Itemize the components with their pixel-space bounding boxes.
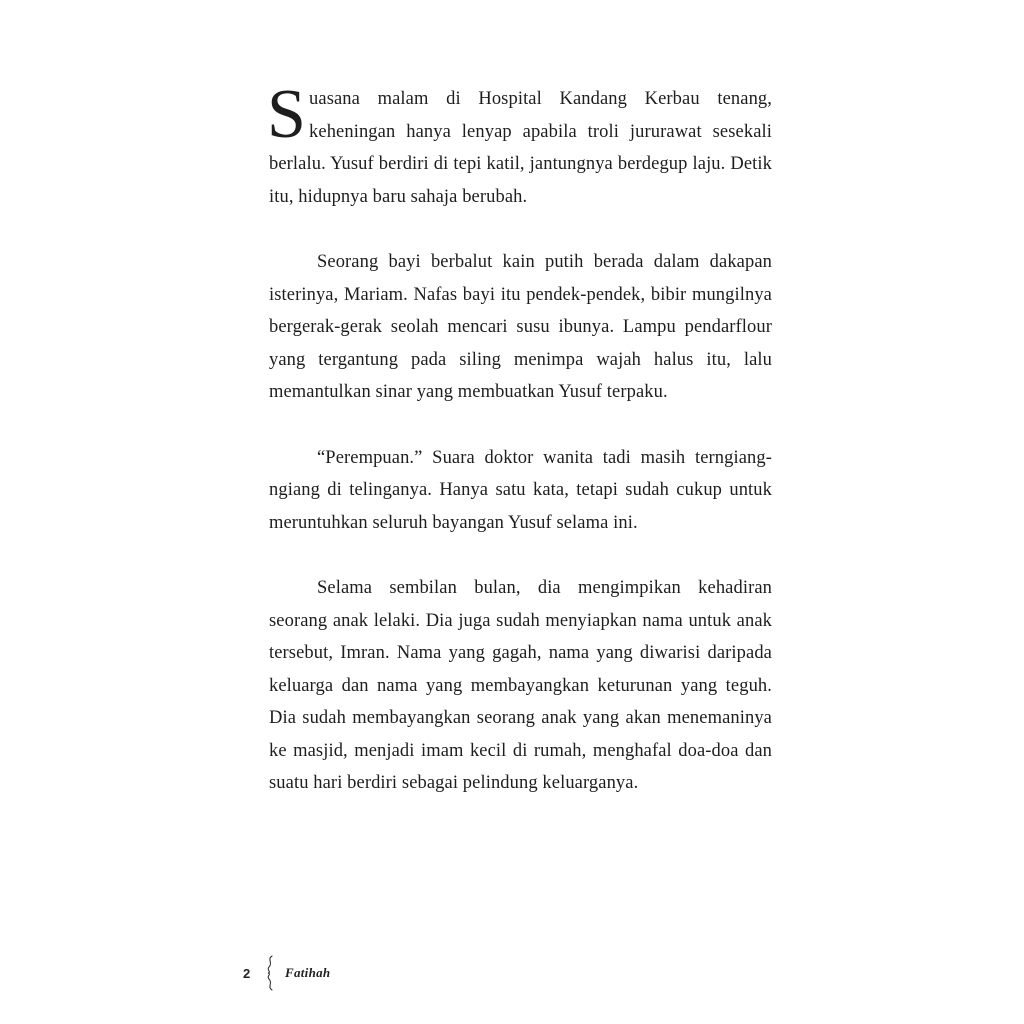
paragraph-3: “Perempuan.” Suara doktor wanita tadi masih terngiang-ngiang di telinganya. Hanya satu kata, tetapi sudah cukup untuk meruntuhkan seluruh bayangan Yusuf selama ini.: [269, 447, 772, 533]
paragraph-1-text: uasana malam di Hospital Kandang Kerbau tenang, keheningan hanya lenyap apabila troli jururawat sesekali berlalu. Yusuf berdiri di tepi katil, jantungnya berdegup laju. Detik itu, hidupnya baru sahaja berubah.: [269, 89, 772, 207]
paragraph-gap: [269, 213, 772, 246]
paragraph-gap: [269, 539, 772, 572]
body-text: [267, 76, 772, 800]
paragraph-4: Selama sembilan bulan, dia mengimpikan kehadiran seorang anak lelaki. Dia juga sudah menyiapkan nama untuk anak tersebut, Imran. Nama yang gagah, nama yang diwarisi daripada keluarga dan nama yang membayangkan keturunan yang teguh. Dia sudah membayangkan seorang anak yang akan menemaninya ke masjid, menjadi imam kecil di rumah, menghafal doa-doa dan suatu hari berdiri sebagai pelindung keluarganya.: [269, 577, 772, 794]
paragraph-gap: [269, 409, 772, 442]
paragraph-1: [267, 76, 772, 213]
decorative-brace-icon: [263, 955, 277, 991]
page-number: 2: [243, 965, 251, 981]
page-footer: [243, 955, 330, 991]
paragraph-2: Seorang bayi berbalut kain putih berada dalam dakapan isterinya, Mariam. Nafas bayi itu pendek-pendek, bibir mungilnya bergerak-gerak seolah mencari susu ibunya. Lampu pendarflour yang tergantung pada siling menimpa wajah halus itu, lalu memantulkan sinar yang membuatkan Yusuf terpaku.: [269, 251, 772, 403]
running-title: Fatihah: [285, 965, 331, 980]
drop-cap: S: [267, 76, 307, 153]
